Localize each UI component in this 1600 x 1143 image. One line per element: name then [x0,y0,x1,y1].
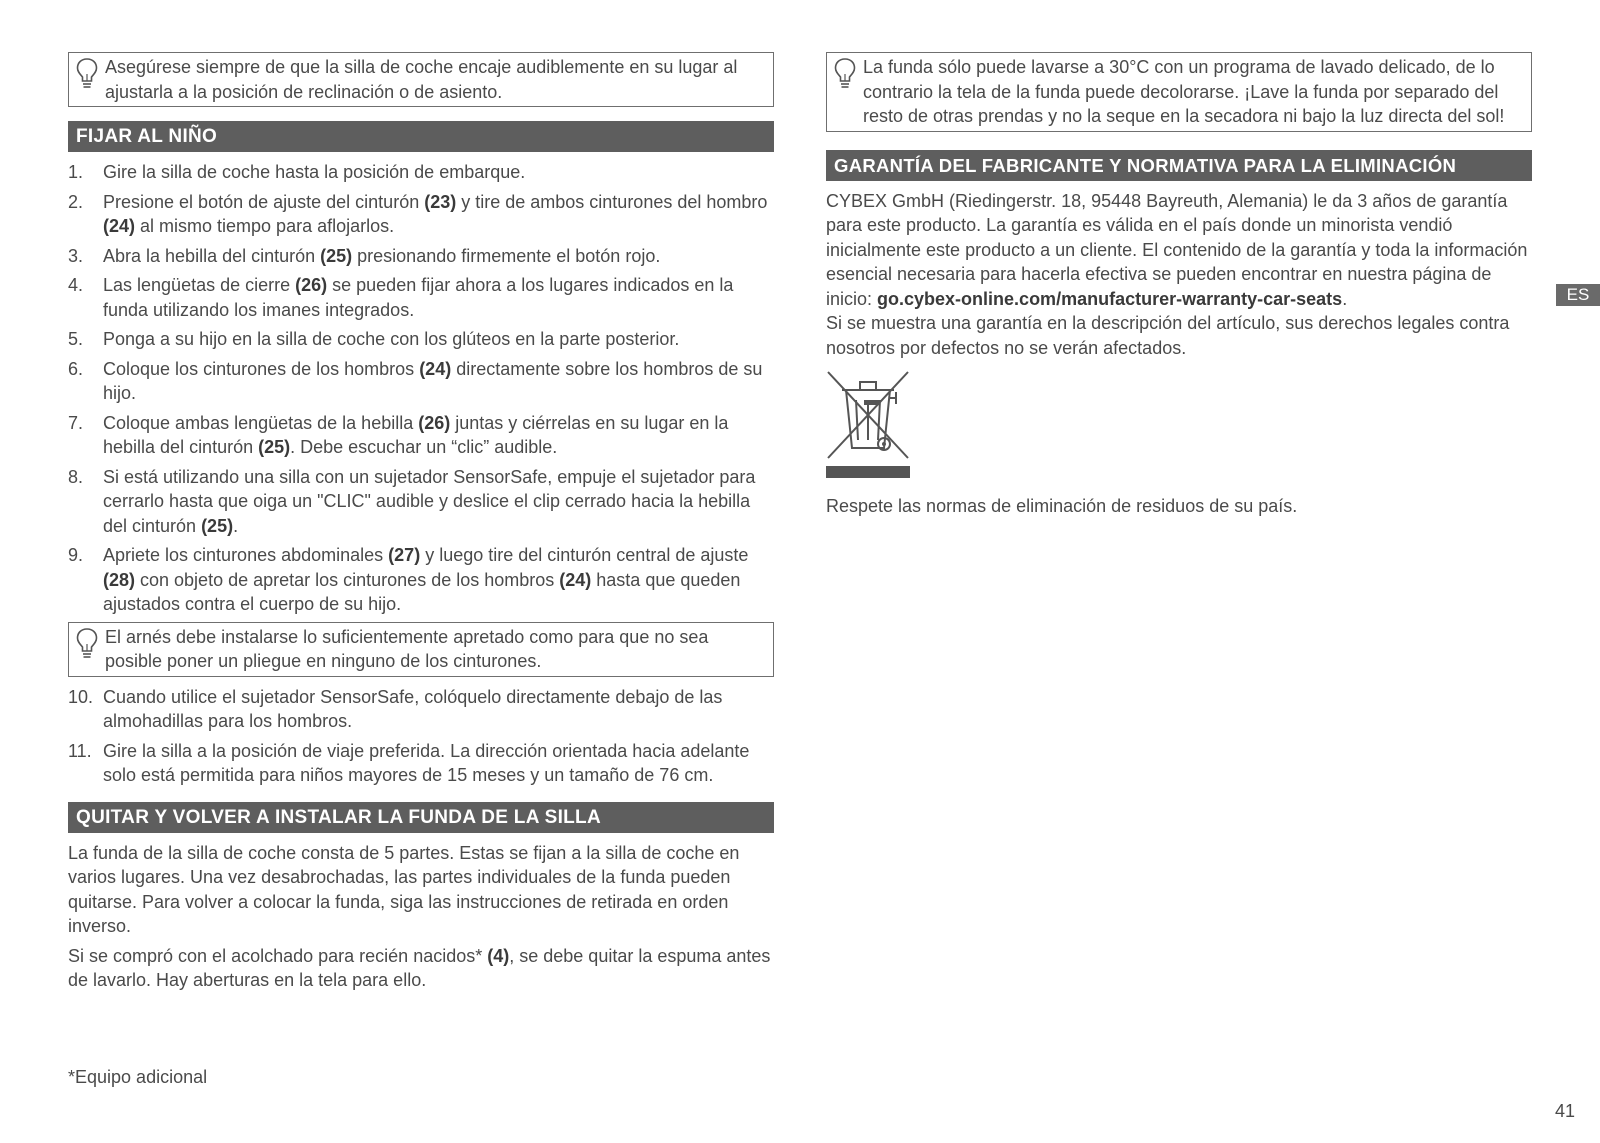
lightbulb-icon [75,57,99,91]
steps-list-continued [68,685,774,788]
text-run: y tire de ambos cinturones del hombro [456,191,768,212]
text-run: CYBEX GmbH (Riedingerstr. 18, 95448 Bayreuth, Alemania) le da 3 años de garantía para este producto. La garantía es válida en el país donde un minorista vendió inicialmente este producto a un cliente. El contenido de la garantía y toda la información esencial necesaria para hacerla efectiva se pueden encontrar en nuestra página de inicio: [826,190,1528,309]
text-run: Gire la silla a la posición de viaje preferida. La dirección orientada hacia adelante solo está permitida para niños mayores de 15 meses y un tamaño de 76 cm. [103,740,750,785]
part-reference: (24) [559,569,592,590]
list-item [68,543,774,617]
part-reference: (23) [424,191,457,212]
text-run: Abra la hebilla del cinturón [103,245,321,266]
text-run: Las lengüetas de cierre [103,275,296,295]
text-run: al mismo tiempo para aflojarlos. [135,216,395,236]
list-item [68,160,774,185]
text-run: y luego tire del cinturón central de ajuste [420,545,749,565]
list-item [68,357,774,406]
text-run: Si se compró con el acolchado para recién nacidos* [68,945,488,966]
steps-list [68,160,774,617]
step-number: 10. [68,686,94,707]
text-run: Cuando utilice el sujetador SensorSafe, colóquelo directamente debajo de las almohadillas para los hombros. [103,686,723,731]
text-run: . [233,515,239,536]
text-run: Gire la silla de coche hasta la posición de embarque. [103,162,526,182]
note-text: El arnés debe instalarse lo suficientemente apretado como para que no sea posible poner un pliegue en ninguno de los cinturones. [105,626,709,671]
note-text: Asegúrese siempre de que la silla de coche encaje audiblemente en su lugar al ajustarla a la posición de reclinación o de asiento. [105,57,738,102]
step-number: 2. [68,191,84,212]
step-number: 8. [68,466,84,487]
list-item [68,244,774,269]
text-run: Presione el botón de ajuste del cinturón [103,191,425,212]
part-reference: (4) [487,945,510,966]
lightbulb-icon [75,627,99,661]
part-reference: (26) [418,412,451,433]
section-heading-funda: QUITAR Y VOLVER A INSTALAR LA FUNDA DE LA SILLA [68,802,774,833]
list-item [68,411,774,460]
footnote: *Equipo adicional [68,1067,208,1087]
text-run: Ponga a su hijo en la silla de coche con los glúteos en la parte posterior. [103,329,680,349]
paragraph-disposal: Respete las normas de eliminación de residuos de su país. [826,496,1298,516]
part-reference: (28) [103,569,136,590]
list-item [68,739,774,788]
section-heading-garantia: GARANTÍA DEL FABRICANTE Y NORMATIVA PARA LA ELIMINACIÓN [826,150,1532,181]
part-reference: (24) [419,358,452,379]
text-run: , se debe quitar la espuma antes de lavarlo. Hay aberturas en la tela para ello. [68,945,771,990]
language-tab: ES [1556,284,1600,306]
step-number: 6. [68,358,84,379]
page-number: 41 [1555,1101,1576,1121]
step-number: 11. [68,740,92,761]
part-reference: (25) [258,437,291,457]
text-run: Coloque ambas lengüetas de la hebilla [103,412,419,433]
text-run: Apriete los cinturones abdominales [103,545,389,565]
paragraph-cover-parts: La funda de la silla de coche consta de 5 partes. Estas se fijan a la silla de coche en varios lugares. Una vez desabrochadas, las partes individuales de la funda pueden quitarse. Para volver a colocar la funda, siga las instrucciones de retirada en orden inverso. [68,842,740,936]
list-item [68,685,774,734]
text-run: hasta que queden ajustados contra el cuerpo de su hijo. [103,569,741,614]
right-column [826,52,1532,519]
left-column [68,52,774,993]
step-number: 1. [68,162,84,182]
note-text: La funda sólo puede lavarse a 30°C con un programa de lavado delicado, de lo contrario la tela de la funda puede decolorarse. ¡Lave la funda por separado del resto de otras prendas y no la seque en la secadora ni bajo la luz directa del sol! [863,57,1505,126]
text-run: con objeto de apretar los cinturones de los hombros [135,569,560,590]
text-run: juntas y ciérrelas en su lugar en la hebilla del cinturón [103,412,729,457]
list-item [68,465,774,539]
paragraph-legal-rights: Si se muestra una garantía en la descripción del artículo, sus derechos legales contra nosotros por defectos no se verán afectados. [826,313,1510,358]
text-run: . [1342,288,1348,309]
text-run: Coloque los cinturones de los hombros [103,358,420,379]
crossed-out-wheelie-bin-icon [826,370,910,480]
step-number: 3. [68,245,84,266]
note-box-harness [68,622,774,677]
part-reference: (26) [295,275,328,295]
step-number: 5. [68,329,84,349]
part-reference: (27) [388,545,421,565]
list-item [68,190,774,239]
paragraph-warranty [826,189,1532,312]
step-number: 7. [68,412,84,433]
section-heading-fijar: FIJAR AL NIÑO [68,121,774,152]
text-run: presionando firmemente el botón rojo. [352,245,661,266]
text-run: directamente sobre los hombros de su hijo. [103,358,763,403]
warranty-link[interactable]: go.cybex-online.com/manufacturer-warranty-car-seats [877,288,1343,309]
part-reference: (25) [320,245,353,266]
text-run: se pueden fijar ahora a los lugares indicados en la funda utilizando los imanes integrados. [103,275,734,320]
part-reference: (24) [103,216,136,236]
text-run: Si está utilizando una silla con un sujetador SensorSafe, empuje el sujetador para cerrarlo hasta que oiga un "CLIC" audible y deslice el clip cerrado hacia la hebilla del cinturón [103,466,756,536]
list-item [68,327,774,352]
note-box-washing [826,52,1532,132]
paragraph-newborn-padding [68,944,774,993]
step-number: 9. [68,545,84,565]
lightbulb-icon [833,57,857,91]
step-number: 4. [68,275,84,295]
part-reference: (25) [201,515,234,536]
text-run: . Debe escuchar un “clic” audible. [290,437,558,457]
list-item [68,273,774,322]
note-box-reclining [68,52,774,107]
